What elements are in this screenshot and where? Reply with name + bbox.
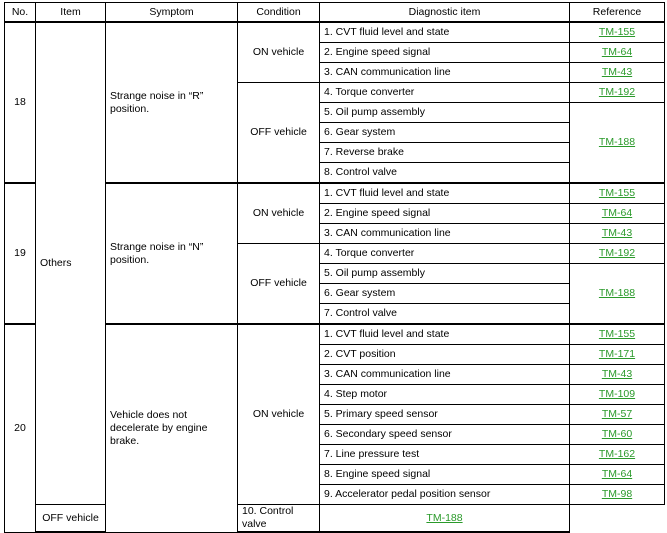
reference-cell [570, 324, 665, 345]
reference-cell [320, 505, 570, 533]
diagnostic-item: 4. Torque converter [320, 83, 570, 103]
reference-link[interactable]: TM-192 [598, 86, 636, 98]
reference-link[interactable]: TM-43 [601, 66, 633, 78]
header-row [5, 3, 665, 23]
diagnostic-item: 4. Torque converter [320, 244, 570, 264]
symptom-cell: Strange noise in “N” position. [106, 183, 238, 324]
symptom-cell: Vehicle does not decelerate by engine brake. [106, 324, 238, 532]
diagnostic-item: 7. Line pressure test [320, 445, 570, 465]
row-number: 19 [5, 183, 36, 324]
diagnostic-item: 5. Oil pump assembly [320, 264, 570, 284]
condition-cell: ON vehicle [238, 22, 320, 83]
diagnostic-item: 8. Engine speed signal [320, 465, 570, 485]
header-condition: Condition [238, 3, 320, 23]
diagnostic-item: 8. Control valve [320, 163, 570, 184]
reference-cell [570, 425, 665, 445]
diagnostic-item: 2. Engine speed signal [320, 204, 570, 224]
reference-link[interactable]: TM-171 [598, 348, 636, 360]
item-cell: Others [36, 22, 106, 505]
reference-link[interactable]: TM-162 [598, 448, 636, 460]
reference-link[interactable]: TM-98 [601, 488, 633, 500]
header-symptom: Symptom [106, 3, 238, 23]
reference-link[interactable]: TM-188 [426, 511, 463, 524]
reference-link[interactable]: TM-188 [598, 136, 636, 148]
reference-link[interactable]: TM-155 [598, 328, 636, 340]
reference-cell [570, 264, 665, 325]
reference-link[interactable]: TM-64 [601, 468, 633, 480]
reference-link[interactable]: TM-109 [598, 388, 636, 400]
reference-cell [570, 204, 665, 224]
reference-cell [570, 43, 665, 63]
reference-link[interactable]: TM-60 [601, 428, 633, 440]
diagnostic-item: 3. CAN communication line [320, 365, 570, 385]
diagnostic-item: 2. CVT position [320, 345, 570, 365]
diagnostic-item: 6. Gear system [320, 123, 570, 143]
diagnosis-table [4, 2, 665, 533]
reference-cell [570, 83, 665, 103]
condition-cell: OFF vehicle [238, 244, 320, 325]
diagnostic-item: 5. Primary speed sensor [320, 405, 570, 425]
diagnostic-item: 5. Oil pump assembly [320, 103, 570, 123]
condition-cell: ON vehicle [238, 324, 320, 505]
diagnostic-item: 4. Step motor [320, 385, 570, 405]
symptom-cell: Strange noise in “R” position. [106, 22, 238, 183]
diagnostic-item: 6. Secondary speed sensor [320, 425, 570, 445]
reference-link[interactable]: TM-43 [601, 368, 633, 380]
header-no: No. [5, 3, 36, 23]
diagnostic-item: 3. CAN communication line [320, 224, 570, 244]
reference-cell [570, 183, 665, 204]
reference-link[interactable]: TM-155 [598, 187, 636, 199]
reference-cell [570, 365, 665, 385]
table-row [5, 505, 665, 533]
reference-cell [570, 445, 665, 465]
reference-cell [570, 224, 665, 244]
reference-cell [570, 465, 665, 485]
row-number: 18 [5, 22, 36, 183]
diagnostic-item: 7. Reverse brake [320, 143, 570, 163]
diagnostic-item: 7. Control valve [320, 304, 570, 325]
diagnostic-item: 10. Control valve [238, 505, 320, 533]
reference-cell [570, 244, 665, 264]
reference-link[interactable]: TM-43 [601, 227, 633, 239]
table-row [5, 22, 665, 43]
reference-cell [570, 345, 665, 365]
condition-cell: OFF vehicle [238, 83, 320, 184]
diagnostic-item: 1. CVT fluid level and state [320, 324, 570, 345]
reference-cell [570, 405, 665, 425]
reference-cell [570, 485, 665, 505]
reference-link[interactable]: TM-64 [601, 46, 633, 58]
reference-cell [570, 22, 665, 43]
reference-link[interactable]: TM-64 [601, 207, 633, 219]
diagnostic-item: 1. CVT fluid level and state [320, 183, 570, 204]
condition-cell: ON vehicle [238, 183, 320, 244]
diagnostic-item: 6. Gear system [320, 284, 570, 304]
reference-cell [570, 385, 665, 405]
header-diagnostic-item: Diagnostic item [320, 3, 570, 23]
header-item: Item [36, 3, 106, 23]
reference-cell [570, 63, 665, 83]
diagnostic-item: 1. CVT fluid level and state [320, 22, 570, 43]
reference-cell [570, 103, 665, 184]
diagnostic-item: 3. CAN communication line [320, 63, 570, 83]
reference-link[interactable]: TM-192 [598, 247, 636, 259]
header-reference: Reference [570, 3, 665, 23]
reference-link[interactable]: TM-188 [598, 287, 636, 299]
row-number: 20 [5, 324, 36, 532]
diagnostic-item: 9. Accelerator pedal position sensor [320, 485, 570, 505]
diagnostic-item: 2. Engine speed signal [320, 43, 570, 63]
reference-link[interactable]: TM-155 [598, 26, 636, 38]
reference-link[interactable]: TM-57 [601, 408, 633, 420]
condition-cell: OFF vehicle [36, 505, 106, 533]
